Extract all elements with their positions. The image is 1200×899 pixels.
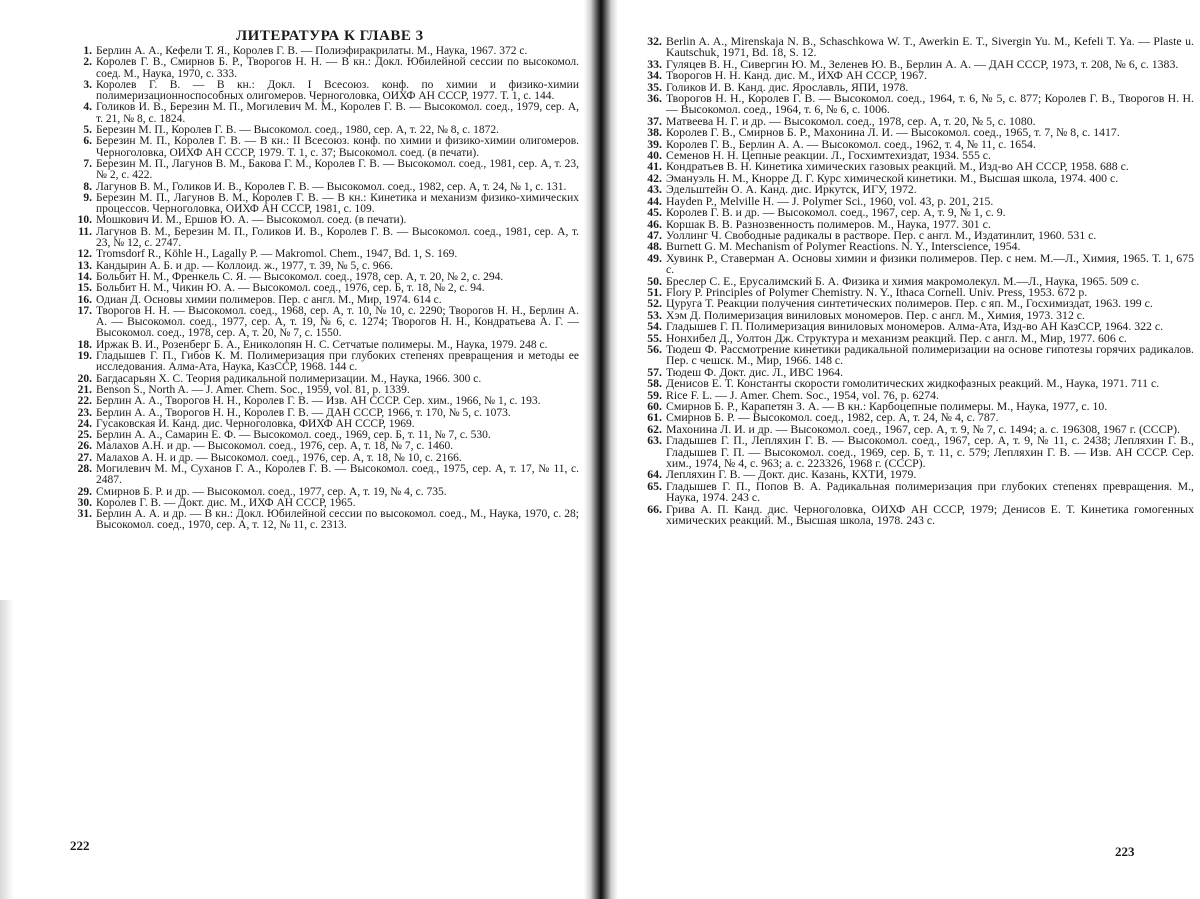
reference-text: Мошкович И. М., Ершов Ю. А. — Высокомол. соед. (в печати).	[96, 214, 407, 227]
reference-item	[64, 80, 579, 103]
reference-text: Смирнов Б. Р. — Высокомол. соед., 1982, сер. А, т. 24, № 4, с. 787.	[666, 410, 999, 425]
reference-text: Нонхибел Д., Уолтон Дж. Структура и механизм реакций. Пер. с англ. М., Мир, 1977. 606 с.	[666, 330, 1127, 345]
reference-number: 56.	[647, 341, 662, 356]
reference-item	[634, 341, 1194, 368]
reference-item	[64, 193, 579, 216]
reference-number: 26.	[77, 440, 92, 453]
reference-number: 15.	[77, 282, 92, 295]
reference-text: Хувинк Р., Ставерман А. Основы химии и физики полимеров. Пер. с нем. М.—Л., Химия, 1965. Т. 1, 675 с.	[666, 250, 1194, 277]
reference-number: 49.	[647, 250, 662, 265]
reference-number: 8.	[83, 180, 92, 193]
reference-number: 65.	[647, 478, 662, 493]
reference-number: 24.	[77, 417, 92, 430]
reference-number: 36.	[647, 91, 662, 106]
reference-text: Матвеева Н. Г. и др. — Высокомол. соед., 1978, сер. А, т. 20, № 5, с. 1080.	[666, 113, 1036, 128]
reference-item	[64, 351, 579, 374]
reference-item	[64, 227, 579, 250]
reference-text: Багдасарьян Х. С. Теория радикальной полимеризации. М., Наука, 1966. 300 с.	[96, 372, 482, 385]
reference-number: 45.	[647, 205, 662, 220]
reference-number: 55.	[647, 330, 662, 345]
reference-number: 18.	[77, 338, 92, 351]
reference-number: 14.	[77, 270, 92, 283]
reference-number: 61.	[647, 410, 662, 425]
reference-number: 52.	[647, 296, 662, 311]
reference-text: Гуляцев В. Н., Сивергин Ю. М., Зеленев Ю. В., Берлин А. А. — ДАН СССР, 1973, т. 208, № 6, с. 1383.	[666, 56, 1179, 71]
right-page	[610, 0, 1200, 899]
reference-item	[634, 478, 1194, 505]
reference-text: Березин М. П., Лагунов В. М., Бакова Г. М., Королев Г. В. — Высокомол. соед., 1981, сер. А, т. 23, № 2, с. 422.	[96, 157, 579, 182]
reference-text: Лепляхин Г. В. — Докт. дис. Казань, КХТИ, 1979.	[666, 467, 917, 482]
reference-text: Березин М. П., Королев Г. В. — Высокомол. соед., 1980, сер. А, т. 22, № 8, с. 1872.	[96, 124, 500, 137]
reference-text: Грива А. П. Канд. дис. Черноголовка, ОИХФ АН СССР, 1979; Денисов Е. Т. Кинетика гомогенных химических реакций. М., Высшая школа, 1978. 243 с.	[666, 501, 1194, 528]
reference-text: Бреслер С. Е., Ерусалимский Б. А. Физика и химия макромолекул. М.—Л., Наука, 1965. 509 с.	[666, 273, 1140, 288]
reference-number: 22.	[77, 395, 92, 408]
reference-number: 10.	[77, 214, 92, 227]
reference-number: 20.	[77, 372, 92, 385]
reference-number: 47.	[647, 227, 662, 242]
reference-number: 51.	[647, 284, 662, 299]
reference-text: Березин М. П., Лагунов В. М., Королев Г. В. — В кн.: Кинетика и механизм физико-химических процессов. Черноголовка, ОИХФ АН СССР, 1981, с. 109.	[96, 191, 579, 216]
reference-number: 64.	[647, 467, 662, 482]
reference-number: 33.	[647, 56, 662, 71]
reference-text: Одиан Д. Основы химии полимеров. Пер. с англ. М., Мир, 1974. 614 с.	[96, 293, 442, 306]
reference-number: 58.	[647, 376, 662, 391]
reference-text: Королев Г. В., Смирнов Б. Р., Творогов Н. Н. — В кн.: Докл. Юбилейной сессии по высокомол. соед. М., Наука, 1970, с. 333.	[96, 56, 579, 80]
reference-number: 44.	[647, 193, 662, 208]
reference-number: 16.	[77, 293, 92, 306]
reference-number: 3.	[83, 78, 92, 91]
reference-text: Гладышев Г. П., Лепляхин Г. В. — Высокомол. соед., 1967, сер. А, т. 9, № 11, с. 2438; Лепляхин Г. В., Гладышев Г. П. — Высокомол. соед., 1969, сер. Б, т. 11, с. 579; Лепляхин Г. В. — Изв. АН СССР. Сер. хим., 1974, № 4, с. 963; а. с. 223326, 1968 г. (СССР).	[666, 433, 1194, 471]
reference-item	[64, 396, 579, 407]
reference-number: 54.	[647, 319, 662, 334]
reference-number: 19.	[77, 350, 92, 363]
reference-number: 66.	[647, 501, 662, 516]
reference-text: Творогов Н. Н., Королев Г. В. — Высокомол. соед., 1964, т. 6, № 5, с. 877; Королев Г. В., Творогов Н. Н. — Высокомол. соед., 1964, т. 6, № 6, с. 1006.	[666, 91, 1194, 117]
reference-number: 34.	[647, 68, 662, 83]
reference-text: Гусаковская И. Канд. дис. Черноголовка, ФИХФ АН СССР, 1969.	[96, 417, 415, 430]
chapter-references-heading: ЛИТЕРАТУРА К ГЛАВЕ 3	[236, 28, 424, 44]
left-page	[0, 0, 590, 899]
reference-number: 11.	[78, 225, 92, 238]
reference-text: Голиков И. В., Березин М. П., Могилевич М. М., Королев Г. В. — Высокомол. соед., 1979, сер. А, т. 21, № 8, с. 1824.	[96, 101, 579, 125]
reference-text: Малахов А. Н. и др. — Высокомол. соед., 1976, сер. А, т. 18, № 10, с. 2166.	[96, 451, 462, 464]
reference-number: 1.	[83, 45, 92, 57]
reference-text: Больбит Н. М., Френкель С. Я. — Высокомол. соед., 1978, сер. А, т. 20, № 2, с. 294.	[96, 270, 504, 283]
reference-text: Berlin A. A., Mirenskaja N. B., Schaschkowa W. T., Awerkin E. T., Sivergin Yu. M., Kefeli T. Ya. — Plaste u. Kautschuk, 1971, Bd. 18, S. 12.	[666, 34, 1194, 60]
reference-text: Хэм Д. Полимеризация виниловых мономеров. Пер. с англ. М., Химия, 1973. 312 с.	[666, 307, 1085, 322]
reference-item	[64, 306, 579, 340]
reference-text: Березин М. П., Королев Г. В. — В кн.: II Всесоюз. конф. по химии и физико-химии олигомеров. Черноголовка, ОИХФ АН СССР, 1979. Т. 1, с. 37; Высокомол. соед. (в печати).	[96, 135, 579, 159]
reference-item	[634, 435, 1194, 469]
reference-text: Иржак В. И., Розенберг Б. А., Ениколопян Н. С. Сетчатые полимеры. М., Наука, 1979. 248 с.	[96, 338, 548, 351]
reference-text: Королев Г. В. — Докт. дис. М., ИХФ АН СССР, 1965.	[96, 496, 356, 509]
reference-item	[634, 501, 1194, 528]
reference-text: Королев Г. В., Берлин А. А. — Высокомол. соед., 1962, т. 4, № 11, с. 1654.	[666, 136, 1036, 151]
reference-text: Больбит Н. М., Чикин Ю. А. — Высокомол. соед., 1976, сер. Б, т. 18, № 2, с. 94.	[96, 282, 485, 295]
reference-number: 31.	[77, 508, 92, 521]
reference-number: 32.	[647, 34, 662, 48]
reference-number: 13.	[77, 259, 92, 272]
reference-text: Голиков И. В. Канд. дис. Ярославль, ЯПИ, 1978.	[666, 79, 909, 94]
reference-text: Денисов Е. Т. Константы скорости гомолитических жидкофазных реакций. М., Наука, 1971. 711 с.	[666, 376, 1160, 391]
reference-number: 39.	[647, 136, 662, 151]
reference-text: Tromsdorf R., Köhle H., Lagally P. — Makromol. Chem., 1947, Bd. 1, S. 169.	[96, 248, 458, 261]
page-number-right: 223	[1115, 844, 1135, 859]
reference-number: 41.	[647, 159, 662, 174]
reference-text: Уоллинг Ч. Свободные радикалы в растворе. Пер. с англ. М., Издатинлит, 1960. 531 с.	[666, 227, 1097, 242]
reference-number: 37.	[647, 113, 662, 128]
reference-text: Махонина Л. И. и др. — Высокомол. соед., 1967, сер. А, т. 9, № 7, с. 1494; а. с. 196308, 1967 г. (СССР).	[666, 421, 1180, 436]
reference-text: Коршак В. В. Разнозвенность полимеров. М., Наука, 1977. 301 с.	[666, 216, 991, 231]
reference-text: Берлин А. А. и др. — В кн.: Докл. Юбилейной сессии по высокомол. соед., М., Наука, 1970, с. 28; Высокомол. соед., 1970, сер. А, т. 12, № 11, с. 2313.	[96, 508, 579, 532]
reference-text: Hayden P., Melville H. — J. Polymer Sci., 1960, vol. 43, p. 201, 215.	[666, 193, 994, 208]
reference-number: 62.	[647, 421, 662, 436]
reference-number: 4.	[83, 101, 92, 114]
reference-text: Кондратьев В. Н. Кинетика химических газовых реакций. М., Изд-во АН СССР, 1958. 688 с.	[666, 159, 1129, 174]
reference-text: Семенов Н. Н. Цепные реакции. Л., Госхимтехиздат, 1934. 555 с.	[666, 148, 991, 163]
reference-text: Гладышев Г. П., Попов В. А. Радикальная полимеризация при глубоких степенях превращения. М., Наука, 1974. 243 с.	[666, 478, 1194, 505]
reference-item	[64, 464, 579, 487]
reference-text: Burnett G. M. Mechanism of Polymer Reactions. N. Y., Interscience, 1954.	[666, 239, 1021, 254]
reference-number: 35.	[647, 79, 662, 94]
reference-number: 29.	[77, 485, 92, 498]
reference-text: Тюдеш Ф. Докт. дис. Л., ИВС 1964.	[666, 364, 844, 379]
reference-text: Творогов Н. Н. Канд. дис. М., ИХФ АН СССР, 1967.	[666, 68, 927, 83]
reference-list-right	[634, 36, 1194, 526]
page-number-left: 222	[70, 838, 90, 853]
reference-item	[64, 57, 579, 80]
reference-number: 38.	[647, 125, 662, 140]
reference-text: Цуруга Т. Реакции получения синтетических полимеров. Пер. с яп. М., Госхимиздат, 1963. 199 с.	[666, 296, 1153, 311]
reference-number: 2.	[83, 56, 92, 69]
reference-number: 27.	[77, 451, 92, 464]
reference-text: Лагунов В. М., Голиков И. В., Королев Г. В. — Высокомол. соед., 1982, сер. А, т. 24, № 1, с. 131.	[96, 180, 567, 193]
reference-text: Творогов Н. Н. — Высокомол. соед., 1968, сер. А, т. 10, № 10, с. 2290; Творогов Н. Н., Берлин А. А. — Высокомол. соед., 1977, сер. А, т. 19, № 6, с. 1274; Творогов Н. Н., Кондратьева А. Г. — Высокомол. соед., 1978, сер. А, т. 20, № 7, с. 1550.	[96, 304, 579, 340]
reference-number: 17.	[77, 304, 92, 317]
reference-text: Берлин А. А., Творогов Н. Н., Королев Г. В. — Изв. АН СССР. Сер. хим., 1966, № 1, с. 193.	[96, 395, 541, 408]
reference-item	[64, 159, 579, 182]
reference-item	[64, 249, 579, 260]
reference-text: Гладышев Г. П., Гибов К. М. Полимеризация при глубоких степенях превращения и методы ее исследования. Алма-Ата, Наука, КазССР, 1968. 144 с.	[96, 350, 579, 374]
reference-text: Лагунов В. М., Березин М. П., Голиков И. В., Королев Г. В. — Высокомол. соед., 1981, сер. А, т. 23, № 12, с. 2747.	[96, 225, 579, 250]
reference-number: 57.	[647, 364, 662, 379]
reference-item	[64, 441, 579, 452]
reference-text: Гладышев Г. П. Полимеризация виниловых мономеров. Алма-Ата, Изд-во АН КазССР, 1964. 322 с.	[666, 319, 1164, 334]
reference-number: 46.	[647, 216, 662, 231]
reference-text: Королев Г. В., Смирнов Б. Р., Махонина Л. И. — Высокомол. соед., 1965, т. 7, № 8, с. 1417.	[666, 125, 1120, 140]
reference-number: 43.	[647, 182, 662, 197]
reference-number: 48.	[647, 239, 662, 254]
reference-text: Смирнов Б. Р. и др. — Высокомол. соед., 1977, сер. А, т. 19, № 4, с. 735.	[96, 485, 447, 498]
reference-number: 5.	[83, 124, 92, 137]
reference-number: 21.	[77, 383, 92, 396]
reference-item	[64, 283, 579, 294]
scan-shadow	[0, 600, 14, 899]
reference-item	[64, 136, 579, 159]
reference-number: 9.	[83, 191, 92, 204]
reference-number: 42.	[647, 170, 662, 185]
reference-number: 63.	[647, 433, 662, 448]
reference-text: Малахов А.Н. и др. — Высокомол. соед., 1976, сер. А, т. 18, № 7, с. 1460.	[96, 440, 454, 453]
reference-text: Королев Г. В. — В кн.: Докл. I Всесоюз. конф. по химии и физико-химии полимеризационноспособных олигомеров. Черноголовка, ОИХФ АН СССР, 1977. Т. 1, с. 144.	[96, 78, 579, 103]
reference-text: Эмануэль Н. М., Кнорре Д. Г. Курс химической кинетики. М., Высшая школа, 1974. 400 с.	[666, 170, 1119, 185]
reference-text: Королев Г. В. и др. — Высокомол. соед., 1967, сер. А, т. 9, № 1, с. 9.	[666, 205, 1006, 220]
reference-text: Rice F. L. — J. Amer. Chem. Soc., 1954, vol. 76, p. 6274.	[666, 387, 939, 402]
reference-text: Benson S., North A. — J. Amer. Chem. Soc., 1959, vol. 81, p. 1339.	[96, 383, 410, 396]
reference-text: Берлин А. А., Самарин Е. Ф. — Высокомол. соед., 1969, сер. Б, т. 11, № 7, с. 530.	[96, 429, 491, 442]
reference-number: 25.	[77, 429, 92, 442]
reference-number: 30.	[77, 496, 92, 509]
reference-number: 53.	[647, 307, 662, 322]
reference-text: Берлин А. А., Кефели Т. Я., Королев Г. В. — Полиэфиракрилаты. М., Наука, 1967. 372 с.	[96, 45, 528, 57]
reference-text: Эдельштейн О. А. Канд. дис. Иркутск, ИГУ, 1972.	[666, 182, 917, 197]
reference-number: 7.	[83, 157, 92, 170]
reference-text: Кандырин А. Б. и др. — Коллоид. ж., 1977, т. 39, № 5, с. 966.	[96, 259, 393, 272]
reference-item	[64, 509, 579, 532]
reference-item	[634, 36, 1194, 59]
reference-text: Могилевич М. М., Суханов Г. А., Королев Г. В. — Высокомол. соед., 1975, сер. А, т. 17, № 11, с. 2487.	[96, 462, 579, 487]
reference-text: Тюдеш Ф. Рассмотрение кинетики радикальной полимеризации на основе гипотезы горячих радикалов. Пер. с чешск. М., Мир, 1966. 148 с.	[666, 341, 1194, 368]
reference-item	[634, 93, 1194, 116]
reference-number: 12.	[77, 248, 92, 261]
reference-number: 6.	[83, 135, 92, 148]
reference-number: 59.	[647, 387, 662, 402]
reference-item	[64, 102, 579, 125]
reference-text: Берлин А. А., Творогов Н. Н., Королев Г. В. — ДАН СССР, 1966, т. 170, № 5, с. 1073.	[96, 406, 511, 419]
reference-item	[634, 250, 1194, 277]
reference-number: 60.	[647, 399, 662, 413]
reference-list-left	[64, 46, 579, 532]
reference-text: Смирнов Б. Р., Карапетян З. А. — В кн.: Карбоцепные полимеры. М., Наука, 1977, с. 10.	[666, 399, 1108, 413]
reference-number: 40.	[647, 148, 662, 163]
reference-number: 23.	[77, 406, 92, 419]
reference-text: Flory P. Principles of Polymer Chemistry. N. Y., Ithaca Cornell. Univ. Press, 1953. 672 p.	[666, 284, 1088, 299]
reference-number: 28.	[77, 462, 92, 475]
reference-number: 50.	[647, 273, 662, 288]
